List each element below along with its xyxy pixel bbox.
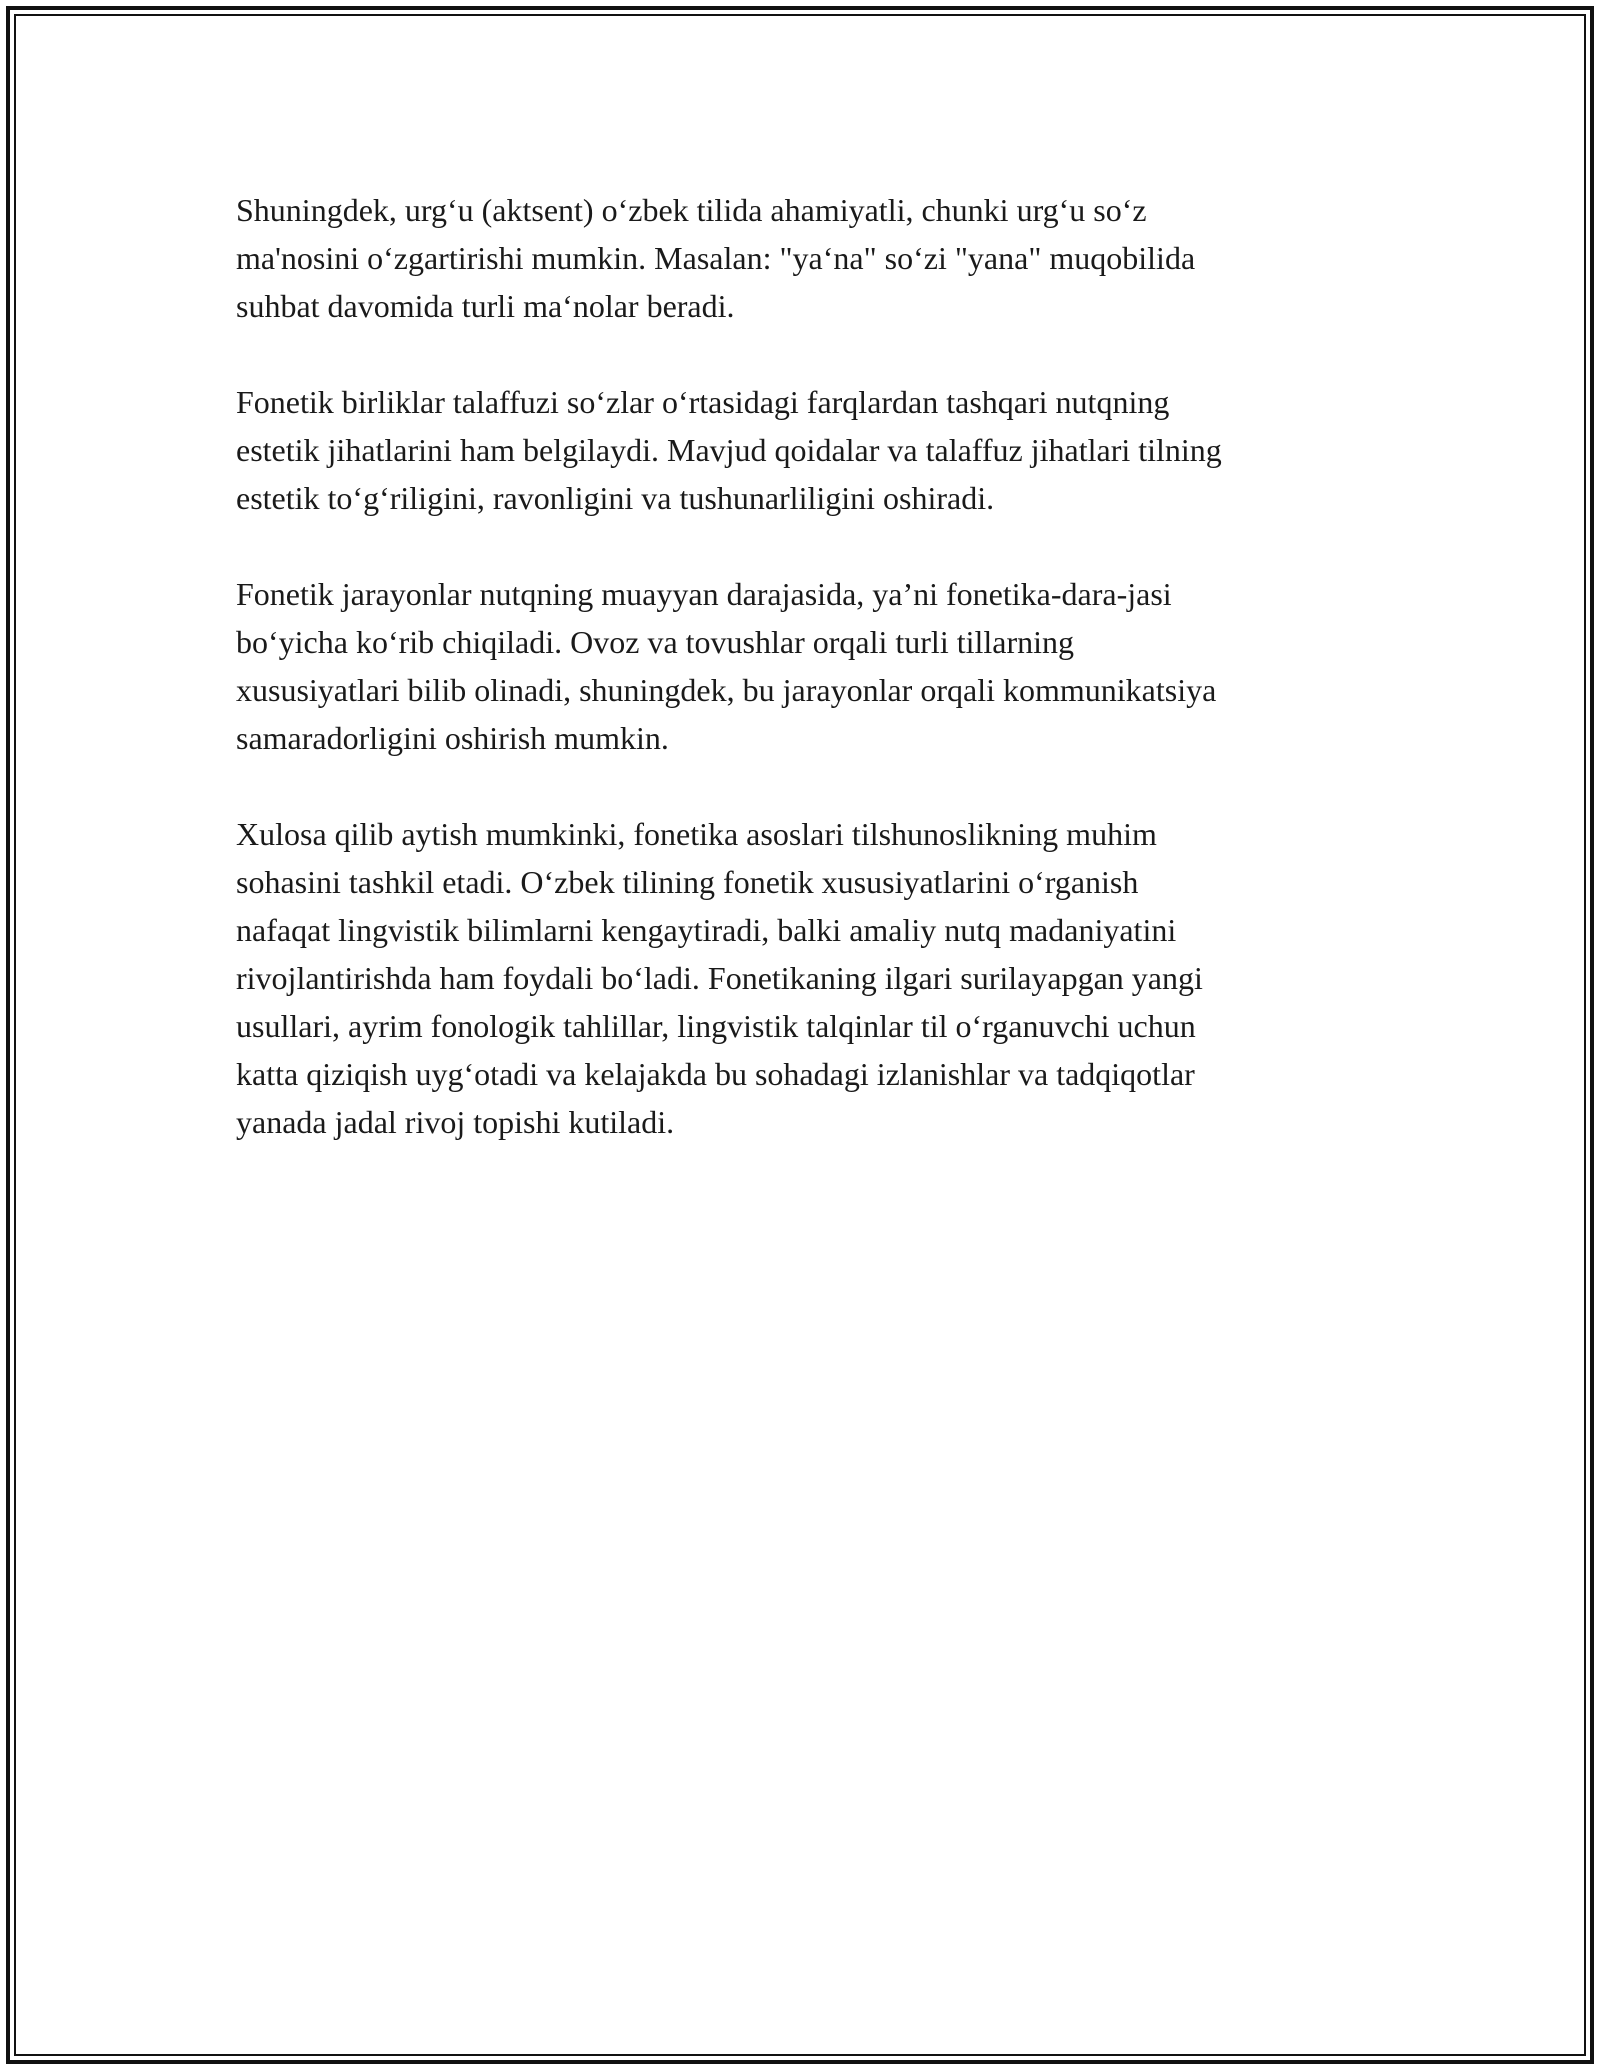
text-line: xususiyatlari bilib olinadi, shuningdek, bu jarayonlar orqali kommunikatsiya (236, 672, 1217, 708)
document-body (236, 186, 1376, 1194)
text-line: bo‘yicha ko‘rib chiqiladi. Ovoz va tovushlar orqali turli tillarning (236, 624, 1075, 660)
text-line: estetik to‘g‘riligini, ravonligini va tushunarliligini oshiradi. (236, 480, 995, 516)
text-line: samaradorligini oshirish mumkin. (236, 720, 669, 756)
text-line: usullari, ayrim fonologik tahlillar, lingvistik talqinlar til o‘rganuvchi uchun (236, 1008, 1196, 1044)
paragraph-fonetik-jarayonlar (236, 570, 1376, 762)
text-line: Shuningdek, urg‘u (aktsent) o‘zbek tilida ahamiyatli, chunki urg‘u so‘z (236, 192, 1147, 228)
text-line: rivojlantirishda ham foydali bo‘ladi. Fonetikaning ilgari surilayapgan yangi (236, 960, 1203, 996)
text-line: Xulosa qilib aytish mumkinki, fonetika asoslari tilshunoslikning muhim (236, 816, 1157, 852)
text-line: ma'nosini o‘zgartirishi mumkin. Masalan: "ya‘na" so‘zi "yana" muqobilida (236, 240, 1196, 276)
paragraph-fonetik-birliklar (236, 378, 1376, 522)
text-line: Fonetik birliklar talaffuzi so‘zlar o‘rtasidagi farqlardan tashqari nutqning (236, 384, 1170, 420)
text-line: nafaqat lingvistik bilimlarni kengaytiradi, balki amaliy nutq madaniyatini (236, 912, 1177, 948)
text-line: yanada jadal rivoj topishi kutiladi. (236, 1104, 675, 1140)
text-line: Fonetik jarayonlar nutqning muayyan darajasida, ya’ni fonetika-dara-jasi (236, 576, 1172, 612)
text-line: suhbat davomida turli ma‘nolar beradi. (236, 288, 735, 324)
text-line: sohasini tashkil etadi. O‘zbek tilining fonetik xususiyatlarini o‘rganish (236, 864, 1139, 900)
text-line: estetik jihatlarini ham belgilaydi. Mavjud qoidalar va talaffuz jihatlari tilning (236, 432, 1222, 468)
paragraph-urgu (236, 186, 1376, 330)
paragraph-xulosa (236, 810, 1376, 1146)
text-line: katta qiziqish uyg‘otadi va kelajakda bu sohadagi izlanishlar va tadqiqotlar (236, 1056, 1195, 1092)
